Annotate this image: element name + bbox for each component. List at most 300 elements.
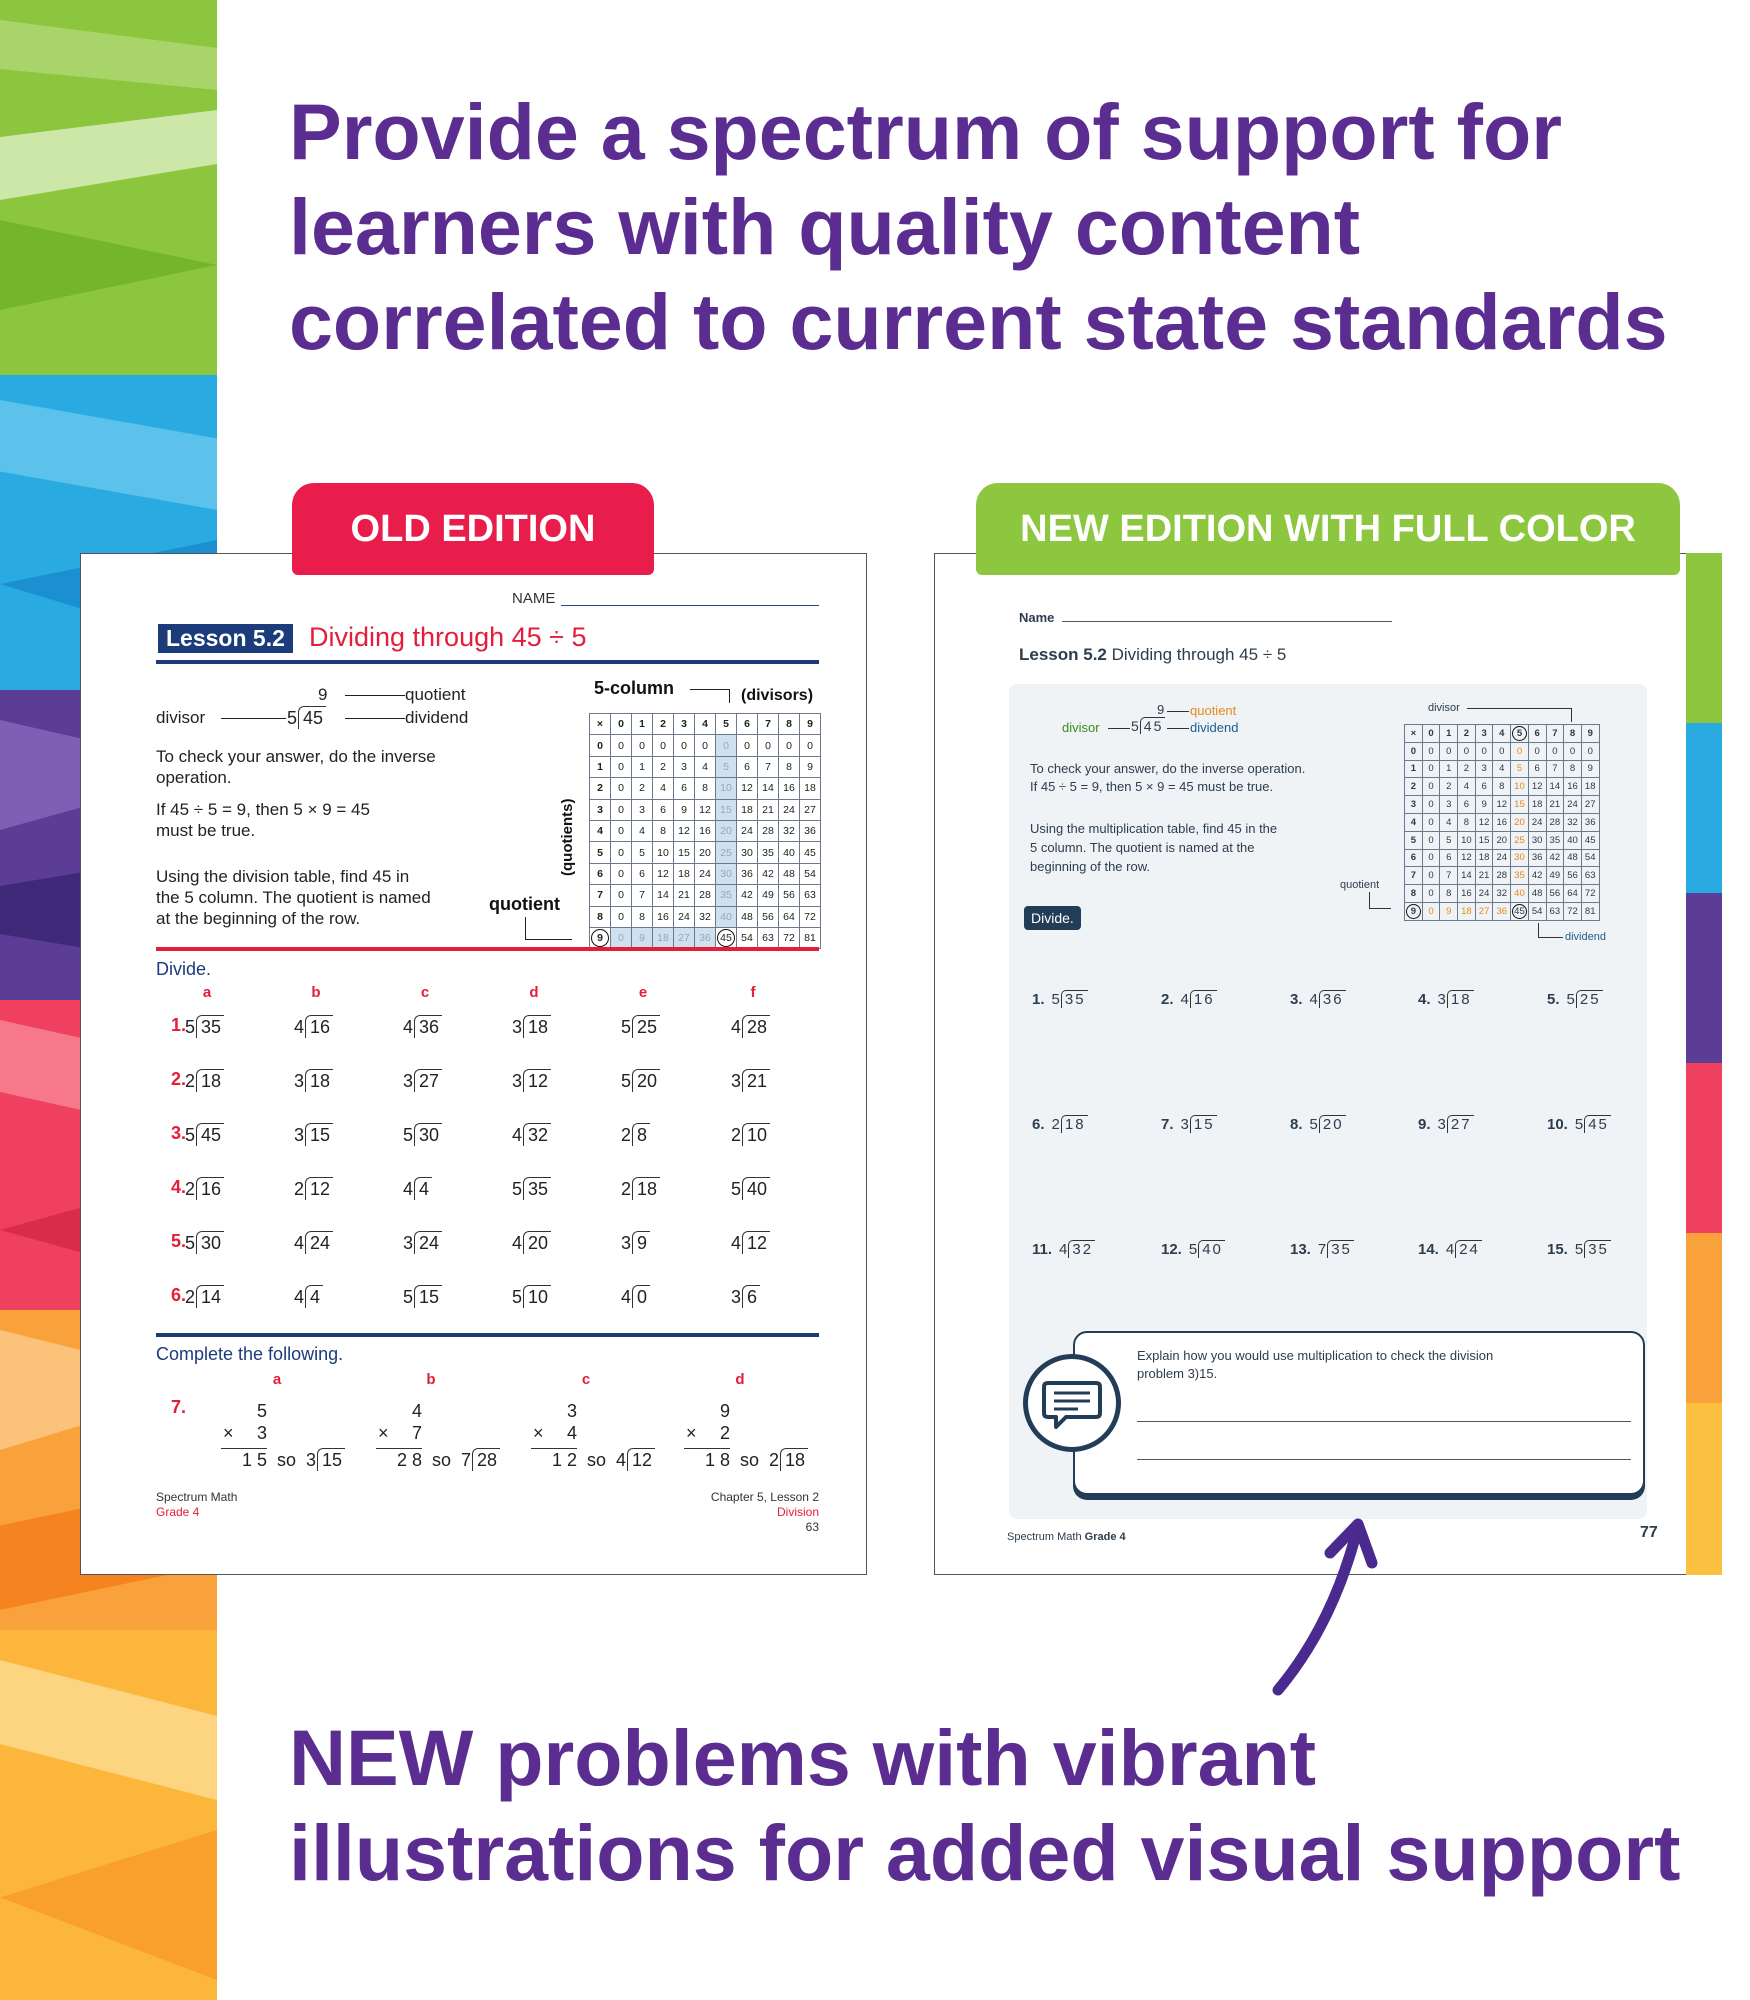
table-cell: 40 bbox=[1564, 831, 1582, 849]
table-cell: 0 bbox=[1440, 742, 1458, 760]
division-problem: 14. 4 24 bbox=[1418, 1241, 1480, 1258]
division-problem: 5 35 bbox=[185, 1015, 224, 1038]
table-cell: 40 bbox=[1511, 885, 1529, 903]
table-row-header: 9 bbox=[590, 927, 611, 948]
division-problem: 3 24 bbox=[403, 1231, 442, 1254]
table-cell: 56 bbox=[779, 885, 800, 906]
table-cell: 32 bbox=[779, 820, 800, 841]
table-cell: 0 bbox=[1422, 867, 1440, 885]
example-quotient-digit: 9 bbox=[1157, 702, 1165, 717]
headline-bottom-line-1: NEW problems with vibrant bbox=[289, 1713, 1317, 1802]
table-cell: 45 bbox=[1581, 831, 1599, 849]
table-cell: 4 bbox=[695, 756, 716, 777]
division-problem: 3 18 bbox=[294, 1069, 333, 1092]
dividend-pointer bbox=[1538, 923, 1539, 937]
table-cell: 18 bbox=[653, 927, 674, 948]
table-cell: 0 bbox=[800, 735, 821, 756]
column-letter: a bbox=[202, 984, 212, 1001]
row-number: 4. bbox=[171, 1177, 187, 1197]
table-cell: 0 bbox=[1458, 742, 1476, 760]
footer-chapter: Chapter 5, Lesson 2 bbox=[710, 1490, 819, 1504]
times-sign: × bbox=[686, 1423, 697, 1443]
table-cell: 28 bbox=[695, 885, 716, 906]
instruction-text-3b: the 5 column. The quotient is named bbox=[156, 888, 431, 907]
table-cell: 56 bbox=[758, 906, 779, 927]
table-cell: 20 bbox=[1511, 813, 1529, 831]
division-problem: 15. 5 35 bbox=[1547, 1241, 1609, 1258]
table-cell: 36 bbox=[737, 863, 758, 884]
divisor-arrow bbox=[221, 718, 286, 719]
row-number: 6. bbox=[171, 1285, 187, 1305]
table-cell: 0 bbox=[1528, 742, 1546, 760]
table-cell: 48 bbox=[779, 863, 800, 884]
name-line bbox=[561, 588, 819, 606]
table-cell: 14 bbox=[1458, 867, 1476, 885]
table-cell: 81 bbox=[800, 927, 821, 948]
table-cell: 20 bbox=[1493, 831, 1511, 849]
divisor-label: divisor bbox=[156, 708, 206, 727]
table-cell: 16 bbox=[1564, 778, 1582, 796]
table-cell: 10 bbox=[716, 778, 737, 799]
table-cell: 24 bbox=[674, 906, 695, 927]
footer-series: Spectrum Math bbox=[156, 1490, 238, 1504]
times-sign: × bbox=[533, 1423, 544, 1443]
row-number: 5. bbox=[171, 1231, 187, 1251]
table-cell: 9 bbox=[1475, 796, 1493, 814]
table-row-header: 0 bbox=[590, 735, 611, 756]
division-problem: 5 30 bbox=[185, 1231, 224, 1254]
row-number: 7. bbox=[171, 1397, 187, 1417]
table-cell: 36 bbox=[1493, 902, 1511, 920]
table-row-header: 2 bbox=[1405, 778, 1423, 796]
table-cell: 49 bbox=[1546, 867, 1564, 885]
headline-bottom bbox=[289, 1710, 1689, 1900]
name-line bbox=[1062, 608, 1392, 622]
product: 1 5 bbox=[221, 1448, 267, 1471]
table-cell: 16 bbox=[1493, 813, 1511, 831]
table-cell: 21 bbox=[674, 885, 695, 906]
table-cell: 42 bbox=[1528, 867, 1546, 885]
table-cell: 0 bbox=[1422, 831, 1440, 849]
table-cell: 9 bbox=[632, 927, 653, 948]
table-cell: 27 bbox=[800, 799, 821, 820]
table-cell: 6 bbox=[1440, 849, 1458, 867]
column-letter: b bbox=[311, 984, 321, 1001]
table-cell: 42 bbox=[758, 863, 779, 884]
division-problem: 4 24 bbox=[294, 1231, 333, 1254]
table-cell: 0 bbox=[611, 863, 632, 884]
table-quotient-label: quotient bbox=[1340, 879, 1380, 891]
table-cell: 8 bbox=[653, 820, 674, 841]
instruction-text-2a: If 45 ÷ 5 = 9, then 5 × 9 = 45 bbox=[156, 800, 370, 819]
table-dividend-label: dividend bbox=[1565, 931, 1606, 943]
table-cell: 8 bbox=[779, 756, 800, 777]
table-cell: 8 bbox=[695, 778, 716, 799]
division-problem: 3 27 bbox=[403, 1069, 442, 1092]
footer-right bbox=[641, 1490, 819, 1535]
headline-top-line-3: correlated to current state standards bbox=[289, 277, 1668, 366]
so-label: so bbox=[277, 1450, 297, 1470]
division-problem: 3. 4 36 bbox=[1290, 991, 1344, 1008]
table-cell: 0 bbox=[611, 820, 632, 841]
division-problem: 2. 4 16 bbox=[1161, 991, 1215, 1008]
table-cell: 18 bbox=[674, 863, 695, 884]
table-row-header: 1 bbox=[590, 756, 611, 777]
table-cell: 0 bbox=[632, 735, 653, 756]
table-col-header: 3 bbox=[674, 714, 695, 735]
table-cell: 24 bbox=[695, 863, 716, 884]
table-cell: 2 bbox=[632, 778, 653, 799]
division-problem: 9. 3 27 bbox=[1418, 1116, 1472, 1133]
table-cell: 27 bbox=[1475, 902, 1493, 920]
table-row-header: 9 bbox=[1405, 902, 1423, 920]
table-cell: 10 bbox=[1458, 831, 1476, 849]
table-cell: 64 bbox=[1564, 885, 1582, 903]
division-problem: 4 12 bbox=[731, 1231, 770, 1254]
quotient-pointer-h bbox=[1369, 908, 1391, 909]
division-problem: 5 10 bbox=[512, 1285, 551, 1308]
title-rule bbox=[156, 660, 819, 664]
table-row-header: 7 bbox=[1405, 867, 1423, 885]
division-problem: 5 20 bbox=[621, 1069, 660, 1092]
division-problem: 5 40 bbox=[731, 1177, 770, 1200]
instruction-text-2b: must be true. bbox=[156, 821, 256, 840]
table-cell: 48 bbox=[737, 906, 758, 927]
division-problem: 5 30 bbox=[403, 1123, 442, 1146]
table-cell: 24 bbox=[779, 799, 800, 820]
table-cell: 24 bbox=[737, 820, 758, 841]
division-problem: 4 16 bbox=[294, 1015, 333, 1038]
footer-topic: Division bbox=[776, 1505, 819, 1519]
multiplicand: 9 bbox=[720, 1401, 731, 1421]
footer-left bbox=[156, 1490, 237, 1520]
table-cell: 8 bbox=[1458, 813, 1476, 831]
table-cell: 35 bbox=[758, 842, 779, 863]
table-cell: 0 bbox=[1422, 778, 1440, 796]
table-cell: 5 bbox=[1440, 831, 1458, 849]
table-cell: 0 bbox=[1475, 742, 1493, 760]
table-cell: 54 bbox=[800, 863, 821, 884]
table-row-header: 5 bbox=[590, 842, 611, 863]
table-cell: 2 bbox=[1458, 760, 1476, 778]
answer-line-2[interactable] bbox=[1137, 1459, 1631, 1460]
new-edition-page bbox=[934, 553, 1722, 1575]
table-col-header: 3 bbox=[1475, 725, 1493, 743]
complete-rule bbox=[156, 1333, 819, 1337]
table-cell: 8 bbox=[632, 906, 653, 927]
column-arrow bbox=[690, 689, 730, 690]
table-cell: 6 bbox=[632, 863, 653, 884]
division-problem: 3 9 bbox=[621, 1231, 650, 1254]
table-col-header: 9 bbox=[1581, 725, 1599, 743]
table-cell: 32 bbox=[1493, 885, 1511, 903]
instruction-text-3c: at the beginning of the row. bbox=[156, 909, 361, 928]
quotient-pointer bbox=[1369, 892, 1370, 908]
table-cell: 36 bbox=[1528, 849, 1546, 867]
table-cell: 49 bbox=[758, 885, 779, 906]
table-cell: 27 bbox=[674, 927, 695, 948]
times-sign: × bbox=[223, 1423, 234, 1443]
table-cell: 5 bbox=[716, 756, 737, 777]
table-cell: 35 bbox=[716, 885, 737, 906]
table-cell: 12 bbox=[653, 863, 674, 884]
table-cell: 12 bbox=[695, 799, 716, 820]
divisor-pointer-down bbox=[1571, 708, 1572, 722]
complete-heading: Complete the following. bbox=[156, 1344, 344, 1364]
table-cell: 0 bbox=[611, 799, 632, 820]
table-row-header: 1 bbox=[1405, 760, 1423, 778]
instruction-text-2c: beginning of the row. bbox=[1030, 859, 1150, 874]
table-cell: 36 bbox=[695, 927, 716, 948]
table-cell: 4 bbox=[632, 820, 653, 841]
instruction-text-2a: Using the multiplication table, find 45 in the bbox=[1030, 821, 1278, 836]
dividend-pointer-h bbox=[1538, 937, 1563, 938]
table-cell: 0 bbox=[737, 735, 758, 756]
table-corner: × bbox=[590, 714, 611, 735]
table-cell: 3 bbox=[1440, 796, 1458, 814]
division-problem: 6. 2 18 bbox=[1032, 1116, 1086, 1133]
old-edition-page bbox=[80, 553, 867, 1575]
table-cell: 0 bbox=[611, 735, 632, 756]
table-cell: 6 bbox=[737, 756, 758, 777]
table-cell: 28 bbox=[1546, 813, 1564, 831]
lesson-badge: Lesson 5.2 bbox=[158, 624, 293, 653]
answer-line-1[interactable] bbox=[1137, 1421, 1631, 1422]
example-quotient-digit: 9 bbox=[318, 685, 328, 704]
table-col-header: 1 bbox=[632, 714, 653, 735]
multiplier: 7 bbox=[412, 1423, 423, 1443]
division-problem: 4 28 bbox=[731, 1015, 770, 1038]
division-problem: 10. 5 45 bbox=[1547, 1116, 1609, 1133]
so-label: so bbox=[587, 1450, 607, 1470]
table-cell: 2 bbox=[1440, 778, 1458, 796]
table-cell: 48 bbox=[1528, 885, 1546, 903]
table-cell: 10 bbox=[1511, 778, 1529, 796]
table-cell: 0 bbox=[611, 906, 632, 927]
table-col-header: 5 bbox=[1511, 725, 1529, 743]
division-problem: 7. 3 15 bbox=[1161, 1116, 1215, 1133]
table-cell: 72 bbox=[1564, 902, 1582, 920]
table-cell: 0 bbox=[1422, 813, 1440, 831]
table-cell: 0 bbox=[1493, 742, 1511, 760]
divisor-arrow bbox=[1108, 728, 1130, 729]
division-problem: 3 18 bbox=[512, 1015, 551, 1038]
table-col-header: 0 bbox=[1422, 725, 1440, 743]
table-col-header: 2 bbox=[1458, 725, 1476, 743]
old-edition-tab: OLD EDITION bbox=[292, 483, 654, 575]
table-cell: 63 bbox=[800, 885, 821, 906]
table-cell: 32 bbox=[1564, 813, 1582, 831]
multiplicand: 3 bbox=[567, 1401, 578, 1421]
table-cell: 30 bbox=[1528, 831, 1546, 849]
dividend-label: dividend bbox=[405, 708, 469, 727]
table-cell: 25 bbox=[716, 842, 737, 863]
instruction-text-1a: To check your answer, do the inverse operation. bbox=[1030, 761, 1306, 776]
division-problem: 2 12 bbox=[294, 1177, 333, 1200]
table-cell: 7 bbox=[758, 756, 779, 777]
explain-box bbox=[1073, 1331, 1645, 1495]
table-cell: 0 bbox=[611, 778, 632, 799]
table-cell: 0 bbox=[779, 735, 800, 756]
table-cell: 6 bbox=[1458, 796, 1476, 814]
table-cell: 18 bbox=[737, 799, 758, 820]
table-row-header: 6 bbox=[1405, 849, 1423, 867]
table-cell: 3 bbox=[1475, 760, 1493, 778]
column-letter: c bbox=[581, 1371, 591, 1388]
table-cell: 2 bbox=[653, 756, 674, 777]
table-cell: 28 bbox=[758, 820, 779, 841]
new-edition-tab: NEW EDITION WITH FULL COLOR bbox=[976, 483, 1680, 575]
product: 1 2 bbox=[531, 1448, 577, 1471]
table-cell: 18 bbox=[1581, 778, 1599, 796]
product: 2 8 bbox=[376, 1448, 422, 1471]
table-cell: 45 bbox=[800, 842, 821, 863]
divide-label-badge: Divide. bbox=[1024, 906, 1081, 930]
table-row-header: 0 bbox=[1405, 742, 1423, 760]
table-cell: 7 bbox=[1440, 867, 1458, 885]
table-row-header: 8 bbox=[1405, 885, 1423, 903]
division-problem: 12. 5 40 bbox=[1161, 1241, 1223, 1258]
column-letter: b bbox=[426, 1371, 436, 1388]
row-number: 1. bbox=[171, 1015, 187, 1035]
table-cell: 1 bbox=[632, 756, 653, 777]
division-problem: 2 18 bbox=[185, 1069, 224, 1092]
division-problem: 5 15 bbox=[403, 1285, 442, 1308]
table-row-header: 3 bbox=[590, 799, 611, 820]
quotient-arrow bbox=[345, 695, 405, 696]
table-cell: 45 bbox=[716, 927, 737, 948]
table-col-header: 7 bbox=[758, 714, 779, 735]
table-cell: 36 bbox=[800, 820, 821, 841]
speech-bubble-icon bbox=[1023, 1354, 1121, 1452]
headline-top bbox=[289, 84, 1689, 369]
table-cell: 0 bbox=[716, 735, 737, 756]
table-cell: 12 bbox=[737, 778, 758, 799]
table-cell: 72 bbox=[779, 927, 800, 948]
table-cell: 0 bbox=[1422, 796, 1440, 814]
column-letter: c bbox=[420, 984, 430, 1001]
multiplier: 3 bbox=[257, 1423, 268, 1443]
table-col-header: 2 bbox=[653, 714, 674, 735]
table-cell: 9 bbox=[1581, 760, 1599, 778]
table-cell: 14 bbox=[1546, 778, 1564, 796]
division-problem: 4 36 bbox=[403, 1015, 442, 1038]
table-col-header: 0 bbox=[611, 714, 632, 735]
table-cell: 9 bbox=[800, 756, 821, 777]
table-cell: 36 bbox=[1581, 813, 1599, 831]
table-cell: 24 bbox=[1475, 885, 1493, 903]
table-cell: 24 bbox=[1493, 849, 1511, 867]
instruction-text-3a: Using the division table, find 45 in bbox=[156, 867, 410, 886]
division-problem: 5. 5 25 bbox=[1547, 991, 1601, 1008]
table-corner: × bbox=[1405, 725, 1423, 743]
division-problem: 4 4 bbox=[294, 1285, 323, 1308]
table-row-header: 3 bbox=[1405, 796, 1423, 814]
table-cell: 24 bbox=[1564, 796, 1582, 814]
table-5-column-label: 5-column bbox=[594, 678, 675, 698]
table-row-header: 8 bbox=[590, 906, 611, 927]
table-row-header: 7 bbox=[590, 885, 611, 906]
table-cell: 64 bbox=[779, 906, 800, 927]
table-col-header: 5 bbox=[716, 714, 737, 735]
multiplicand: 4 bbox=[412, 1401, 423, 1421]
table-cell: 63 bbox=[1581, 867, 1599, 885]
division-problem: 13. 7 35 bbox=[1290, 1241, 1352, 1258]
name-label: NAME bbox=[512, 590, 556, 607]
column-letter: d bbox=[529, 984, 539, 1001]
column-letter: e bbox=[638, 984, 648, 1001]
table-cell: 15 bbox=[1511, 796, 1529, 814]
column-arrow-down bbox=[729, 689, 730, 703]
quotient-pointer-h bbox=[525, 939, 572, 940]
division-problem: 3 15 bbox=[306, 1448, 345, 1471]
table-cell: 12 bbox=[1493, 796, 1511, 814]
division-problem: 4. 3 18 bbox=[1418, 991, 1472, 1008]
so-label: so bbox=[740, 1450, 760, 1470]
headline-bottom-line-2: illustrations for added visual support bbox=[289, 1808, 1681, 1897]
table-col-header: 6 bbox=[737, 714, 758, 735]
division-problem: 5 45 bbox=[185, 1123, 224, 1146]
table-cell: 0 bbox=[611, 885, 632, 906]
table-col-header: 9 bbox=[800, 714, 821, 735]
division-problem: 2 8 bbox=[621, 1123, 650, 1146]
row-number: 2. bbox=[171, 1069, 187, 1089]
division-problem: 3 15 bbox=[294, 1123, 333, 1146]
table-quotients-label: (quotients) bbox=[559, 798, 576, 876]
page-number: 63 bbox=[805, 1520, 819, 1534]
table-cell: 81 bbox=[1581, 902, 1599, 920]
table-cell: 40 bbox=[716, 906, 737, 927]
lesson-title: Lesson 5.2 Dividing through 45 ÷ 5 bbox=[1019, 645, 1287, 664]
divide-heading: Divide. bbox=[156, 959, 212, 979]
quotient-arrow bbox=[1167, 711, 1189, 712]
instruction-text-1b: If 45 ÷ 5 = 9, then 5 × 9 = 45 must be true. bbox=[1030, 779, 1274, 794]
table-cell: 42 bbox=[737, 885, 758, 906]
table-cell: 63 bbox=[1546, 902, 1564, 920]
table-cell: 18 bbox=[1475, 849, 1493, 867]
multiplier: 2 bbox=[720, 1423, 731, 1443]
table-row-header: 5 bbox=[1405, 831, 1423, 849]
table-quotient-label: quotient bbox=[489, 894, 560, 914]
division-problem: 3 12 bbox=[512, 1069, 551, 1092]
table-cell: 54 bbox=[1581, 849, 1599, 867]
table-cell: 15 bbox=[716, 799, 737, 820]
table-cell: 15 bbox=[674, 842, 695, 863]
table-cell: 54 bbox=[737, 927, 758, 948]
table-cell: 0 bbox=[1422, 849, 1440, 867]
table-cell: 12 bbox=[674, 820, 695, 841]
so-label: so bbox=[432, 1450, 452, 1470]
footer-grade: Grade 4 bbox=[156, 1505, 200, 1519]
table-cell: 35 bbox=[1546, 831, 1564, 849]
table-cell: 0 bbox=[1546, 742, 1564, 760]
table-cell: 8 bbox=[1493, 778, 1511, 796]
table-col-header: 8 bbox=[779, 714, 800, 735]
table-col-header: 1 bbox=[1440, 725, 1458, 743]
table-cell: 6 bbox=[674, 778, 695, 799]
table-cell: 21 bbox=[1475, 867, 1493, 885]
section-rule bbox=[156, 947, 819, 951]
table-cell: 6 bbox=[1475, 778, 1493, 796]
times-sign: × bbox=[378, 1423, 389, 1443]
division-problem: 3 21 bbox=[731, 1069, 770, 1092]
table-cell: 14 bbox=[758, 778, 779, 799]
table-cell: 21 bbox=[758, 799, 779, 820]
table-cell: 0 bbox=[1511, 742, 1529, 760]
instruction-text-1: To check your answer, do the inverse operation. bbox=[156, 747, 436, 787]
table-cell: 20 bbox=[716, 820, 737, 841]
dividend-arrow bbox=[1167, 728, 1189, 729]
